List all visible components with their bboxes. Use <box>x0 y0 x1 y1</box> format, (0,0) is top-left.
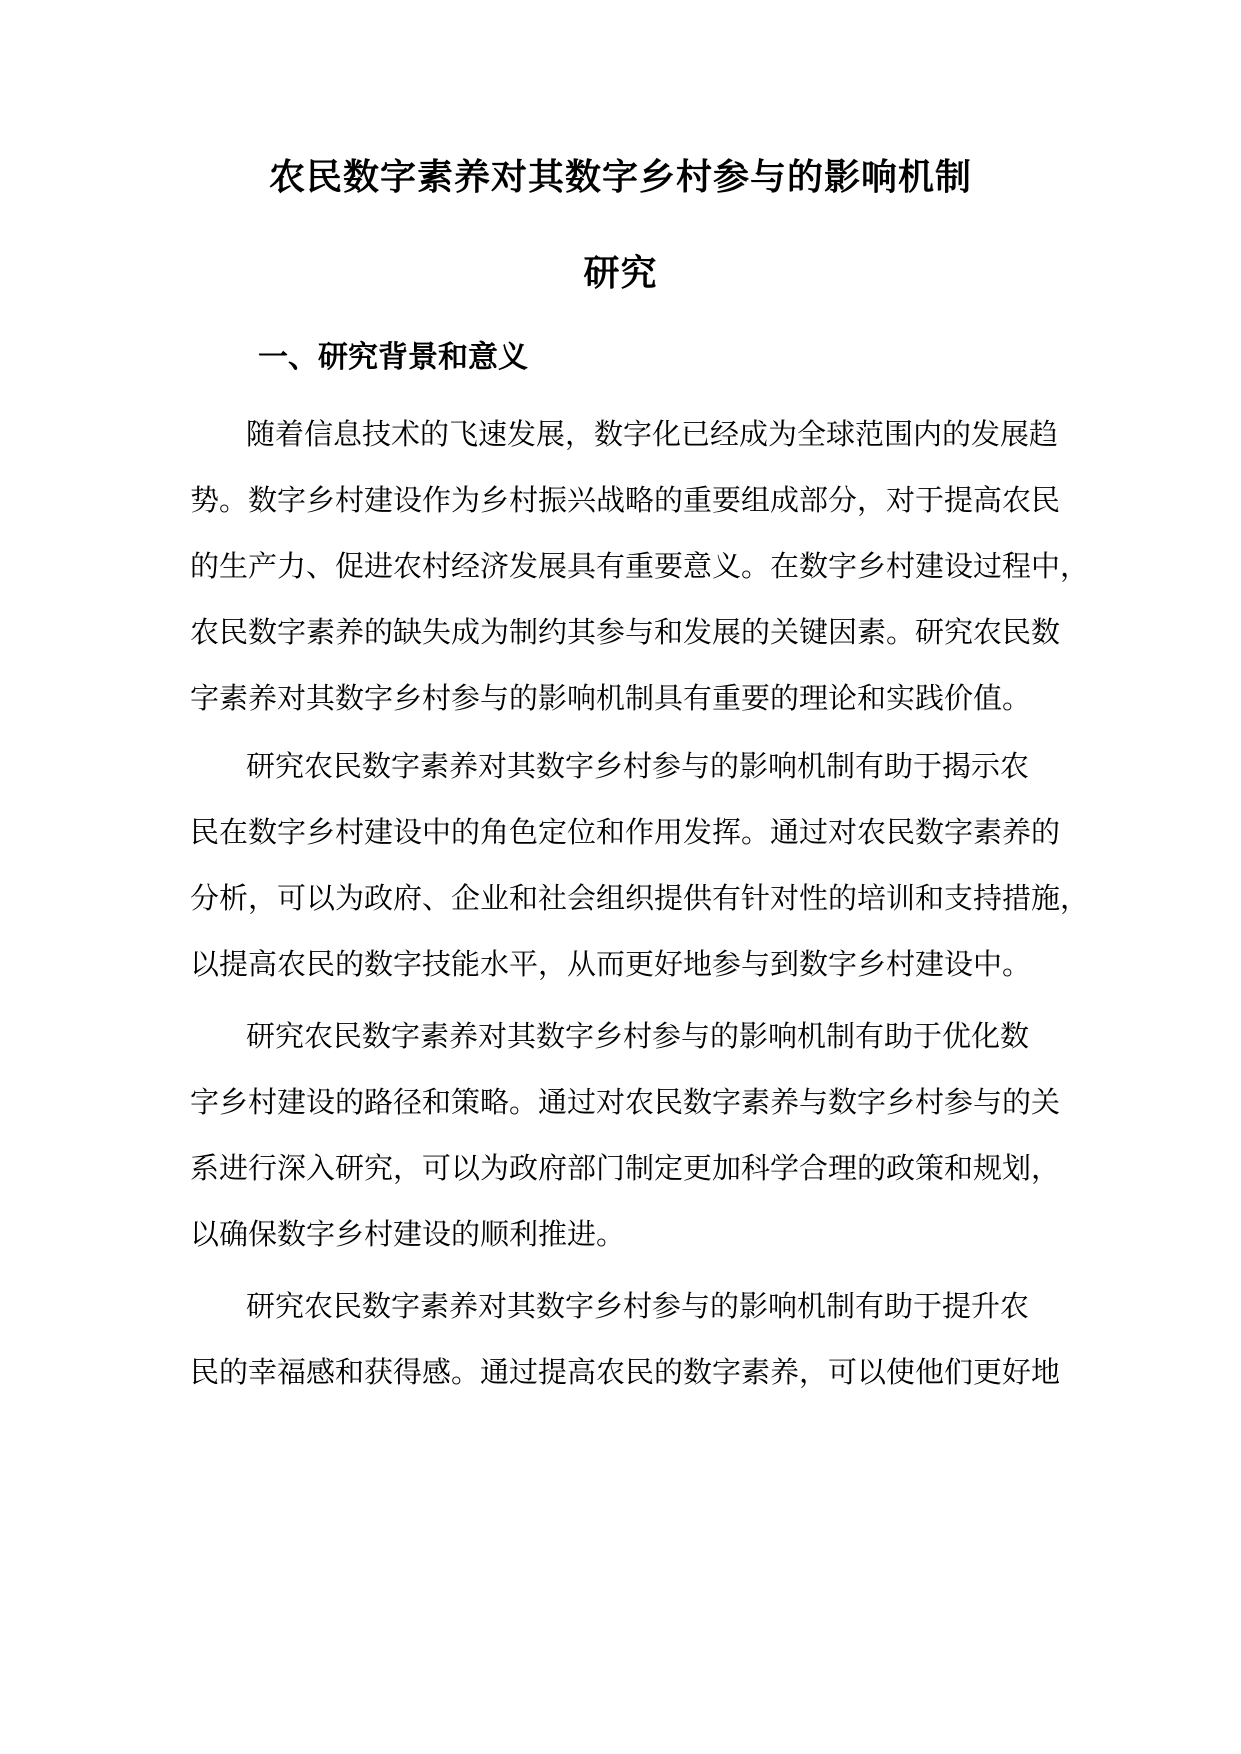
document-title-line-2: 研究 <box>583 253 658 294</box>
paragraph-1-line-3: 的生产力、促进农村经济发展具有重要意义。在数字乡村建设过程中， <box>190 549 1090 583</box>
paragraph-2-line-1: 研究农民数字素养对其数字乡村参与的影响机制有助于揭示农 <box>246 749 1030 783</box>
paragraph-3-line-3: 系进行深入研究，可以为政府部门制定更加科学合理的政策和规划， <box>190 1151 1061 1185</box>
paragraph-1-line-4: 农民数字素养的缺失成为制约其参与和发展的关键因素。研究农民数 <box>190 615 1061 649</box>
paragraph-2-line-2: 民在数字乡村建设中的角色定位和作用发挥。通过对农民数字素养的 <box>190 815 1061 849</box>
paragraph-3-line-4: 以确保数字乡村建设的顺利推进。 <box>190 1217 626 1251</box>
paragraph-2-line-3: 分析，可以为政府、企业和社会组织提供有针对性的培训和支持措施， <box>190 881 1090 915</box>
document-title-line-1: 农民数字素养对其数字乡村参与的影响机制 <box>268 157 972 198</box>
paragraph-3-line-1: 研究农民数字素养对其数字乡村参与的影响机制有助于优化数 <box>246 1019 1030 1053</box>
paragraph-1-line-1: 随着信息技术的飞速发展，数字化已经成为全球范围内的发展趋 <box>246 417 1059 451</box>
paragraph-3-line-2: 字乡村建设的路径和策略。通过对农民数字素养与数字乡村参与的关 <box>190 1085 1061 1119</box>
paragraph-4-line-1: 研究农民数字素养对其数字乡村参与的影响机制有助于提升农 <box>246 1289 1030 1323</box>
paragraph-1-line-5: 字素养对其数字乡村参与的影响机制具有重要的理论和实践价值。 <box>190 681 1032 715</box>
paragraph-2-line-4: 以提高农民的数字技能水平，从而更好地参与到数字乡村建设中。 <box>190 947 1032 981</box>
section-heading: 一、研究背景和意义 <box>258 340 528 375</box>
paragraph-1-line-2: 势。数字乡村建设作为乡村振兴战略的重要组成部分，对于提高农民 <box>190 483 1061 517</box>
paragraph-4-line-2: 民的幸福感和获得感。通过提高农民的数字素养，可以使他们更好地 <box>190 1355 1061 1389</box>
